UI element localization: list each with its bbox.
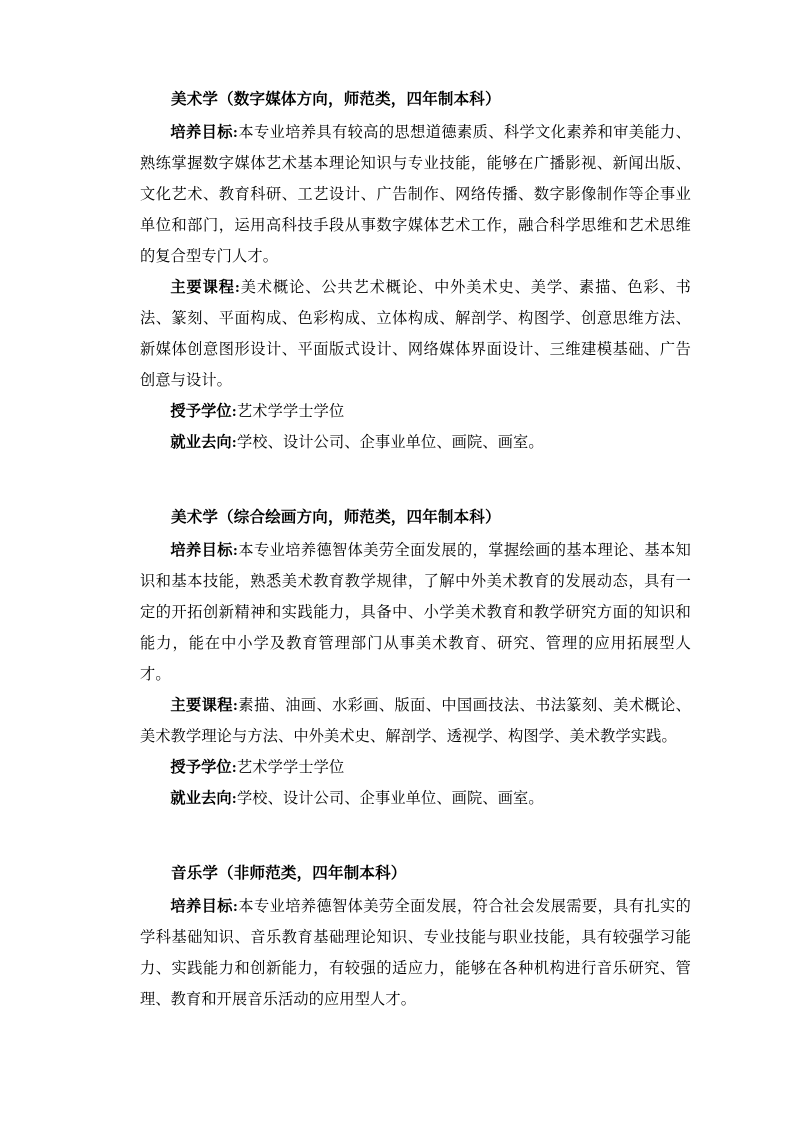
field-label: 主要课程:: [170, 279, 241, 296]
field-label: 就业去向:: [170, 790, 237, 807]
field-label: 培养目标:: [170, 542, 239, 559]
field-label: 主要课程:: [170, 697, 239, 714]
field-text: 本专业培养德智体美劳全面发展的，掌握绘画的基本理论、基本知识和基本技能，熟悉美术教育教学规律，了解中外美术教育的发展动态，具有一定的开拓创新精神和实践能力，具备中、小学美术教育和教学研究方面的知识和能力，能在中小学及教育管理部门从事美术教育、研究、管理的应用拓展型人才。: [140, 542, 691, 683]
program-title: 美术学（综合绘画方向，师范类，四年制本科）: [171, 509, 501, 526]
field-label: 培养目标:: [170, 124, 239, 141]
field-text: 素描、油画、水彩画、版面、中国画技法、书法篆刻、美术概论、美术教学理论与方法、中外美术史、解剖学、透视学、构图学、美术教学实践。: [140, 697, 691, 745]
field-label: 就业去向:: [170, 434, 237, 451]
program-field-objective: [140, 117, 691, 272]
field-text: 本专业培养德智体美劳全面发展，符合社会发展需要，具有扎实的学科基础知识、音乐教育基础理论知识、专业技能与职业技能，具有较强学习能力、实践能力和创新能力，有较强的适应力，能够在各种机构进行音乐研究、管理、教育和开展音乐活动的应用型人才。: [140, 898, 691, 1008]
document-body: [140, 84, 691, 1015]
field-label: 授予学位:: [170, 759, 237, 776]
program-field-objective: [140, 891, 691, 1015]
program-section-fine-arts-digital-media: [140, 84, 691, 458]
program-field-employment: [140, 427, 691, 458]
field-label: 授予学位:: [170, 403, 237, 420]
program-field-courses: [140, 272, 691, 396]
program-field-degree: [140, 396, 691, 427]
field-label: 培养目标:: [170, 898, 239, 915]
field-text: 学校、设计公司、企事业单位、画院、画室。: [236, 790, 544, 807]
program-section-fine-arts-comprehensive-painting: [140, 502, 691, 814]
program-section-musicology: [140, 858, 691, 1015]
field-text: 本专业培养具有较高的思想道德素质、科学文化素养和审美能力、熟练掌握数字媒体艺术基本理论知识与专业技能，能够在广播影视、新闻出版、文化艺术、教育科研、工艺设计、广告制作、网络传播、数字影像制作等企事业单位和部门，运用高科技手段从事数字媒体艺术工作，融合科学思维和艺术思维的复合型专门人才。: [140, 124, 691, 265]
program-title: 美术学（数字媒体方向，师范类，四年制本科）: [171, 91, 501, 108]
field-text: 艺术学学士学位: [236, 759, 345, 776]
field-text: 美术概论、公共艺术概论、中外美术史、美学、素描、色彩、书法、篆刻、平面构成、色彩构成、立体构成、解剖学、构图学、创意思维方法、新媒体创意图形设计、平面版式设计、网络媒体界面设计、三维建模基础、广告创意与设计。: [140, 279, 692, 389]
program-title: 音乐学（非师范类，四年制本科）: [171, 865, 407, 882]
program-field-courses: [140, 690, 691, 752]
program-field-objective: [140, 535, 691, 690]
field-text: 学校、设计公司、企事业单位、画院、画室。: [236, 434, 544, 451]
program-field-employment: [140, 783, 691, 814]
field-text: 艺术学学士学位: [236, 403, 345, 420]
program-field-degree: [140, 752, 691, 783]
